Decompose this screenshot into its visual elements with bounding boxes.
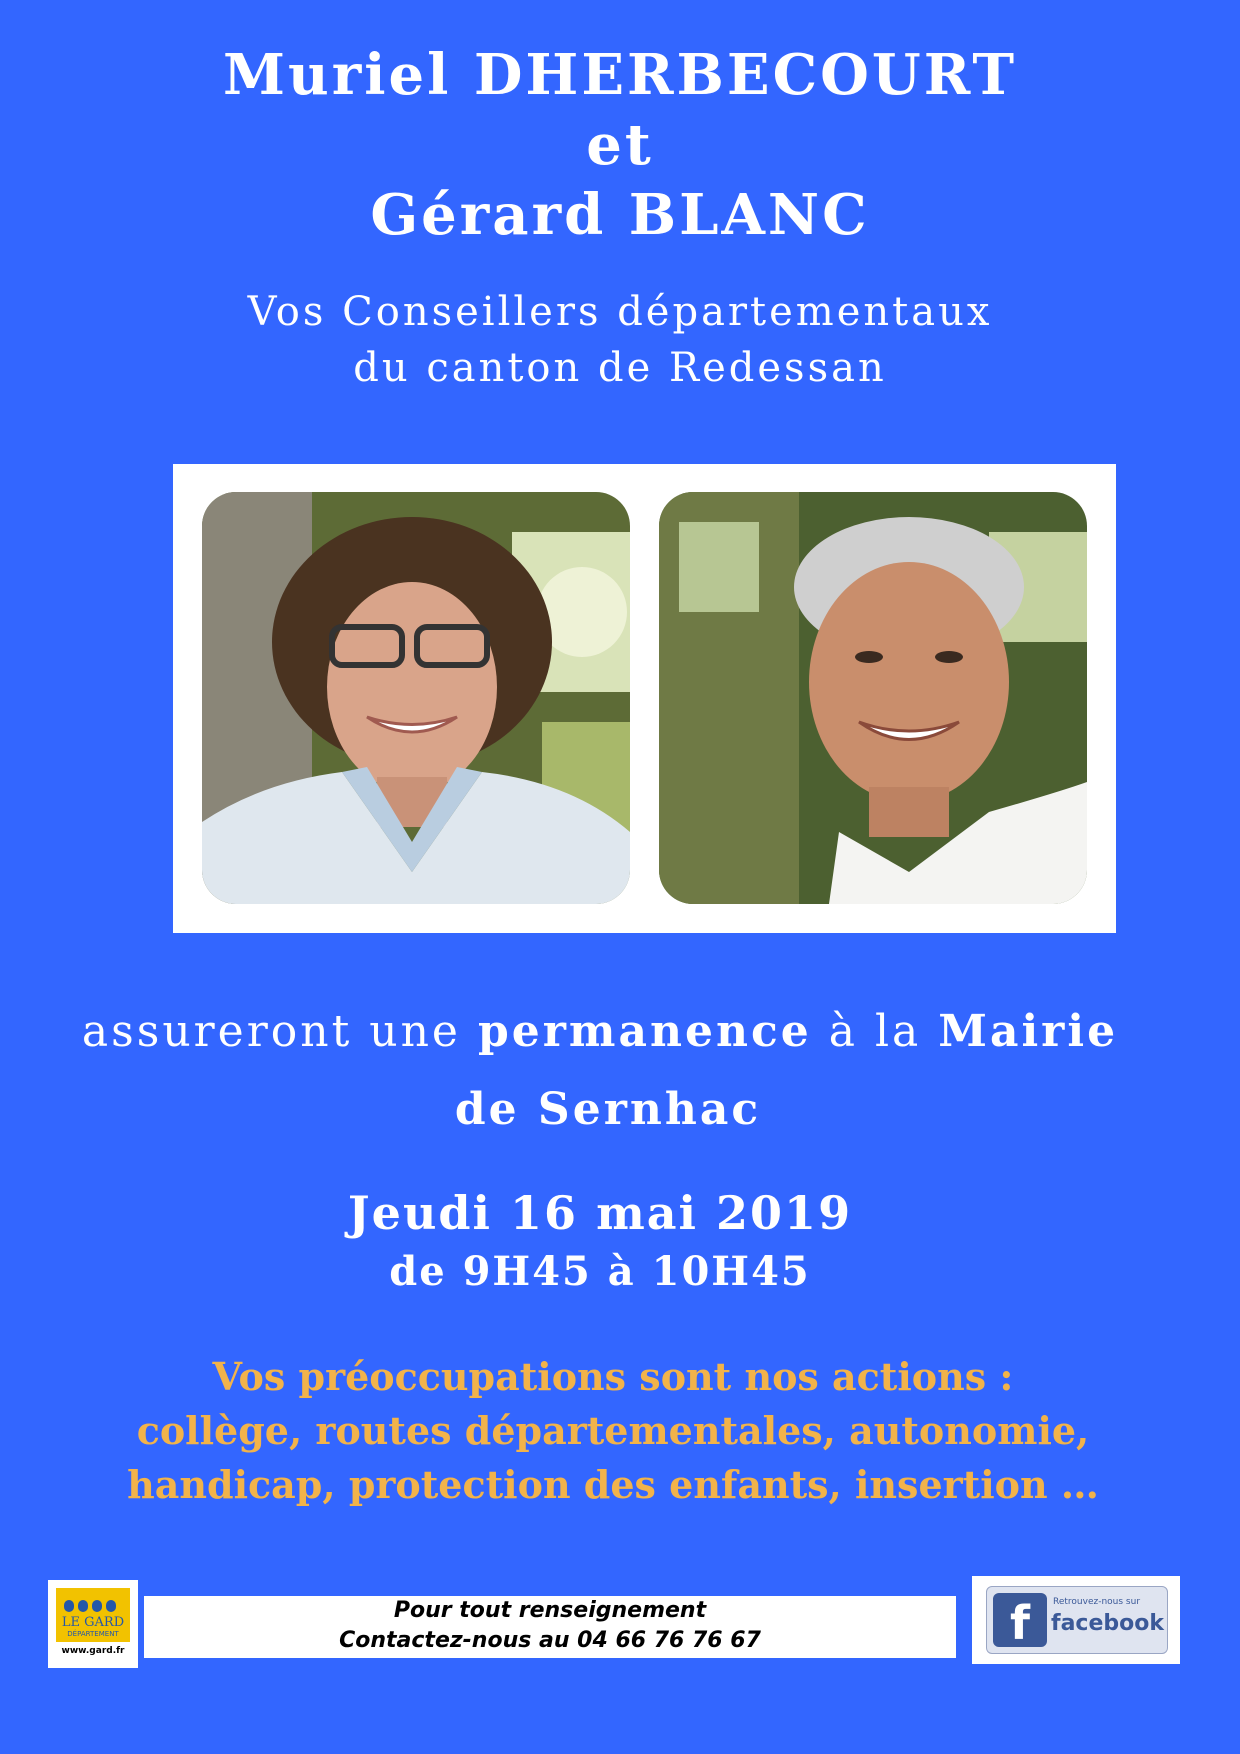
- announcement-text-2: à la: [811, 1006, 939, 1057]
- name-muriel: Muriel DHERBECOURT: [222, 42, 1017, 108]
- le-gard-logo[interactable]: [48, 1580, 138, 1668]
- announcement-location: de Sernhac: [454, 1084, 762, 1135]
- woman-portrait-photo: [202, 492, 630, 904]
- contact-info-line1: Pour tout renseignement: [393, 1598, 707, 1623]
- man-portrait-photo: [659, 492, 1087, 904]
- announcement-permanence: permanence: [477, 1006, 812, 1057]
- contact-info-line2: Contactez-nous au 04 66 76 76 67: [339, 1628, 761, 1653]
- announcement-mairie: Mairie: [938, 1006, 1119, 1057]
- facebook-f-icon: f: [993, 1593, 1047, 1647]
- announcement-line: [0, 1006, 1220, 1057]
- subtitle-line2: du canton de Redessan: [353, 345, 887, 391]
- gard-arches-icon: [56, 1594, 130, 1614]
- facebook-tagline: Retrouvez-nous sur: [1053, 1597, 1141, 1607]
- announcement-text-1: assureront une: [81, 1006, 478, 1057]
- facebook-badge-inner: [986, 1586, 1168, 1654]
- name-conjunction: et: [586, 112, 654, 178]
- event-date: Jeudi 16 mai 2019: [347, 1186, 853, 1240]
- contact-info-box: [144, 1596, 956, 1658]
- event-hours: de 9H45 à 10H45: [389, 1248, 811, 1295]
- photo-frame: [173, 464, 1116, 933]
- concerns-line2: collège, routes départementales, autonomie,: [136, 1408, 1090, 1453]
- name-gerard: Gérard BLANC: [370, 182, 870, 248]
- facebook-brand: facebook: [1051, 1611, 1164, 1636]
- subtitle-line1: Vos Conseillers départementaux: [247, 289, 993, 335]
- concerns-line1: Vos préoccupations sont nos actions :: [212, 1354, 1014, 1399]
- facebook-badge[interactable]: [972, 1576, 1180, 1664]
- gard-logo-title: LE GARD: [61, 1615, 125, 1630]
- gard-logo-url: www.gard.fr: [56, 1642, 130, 1660]
- gard-logo-subtitle: DÉPARTEMENT: [67, 1630, 119, 1638]
- gard-logo-panel: [56, 1588, 130, 1660]
- concerns-line3: handicap, protection des enfants, insertion …: [127, 1462, 1099, 1507]
